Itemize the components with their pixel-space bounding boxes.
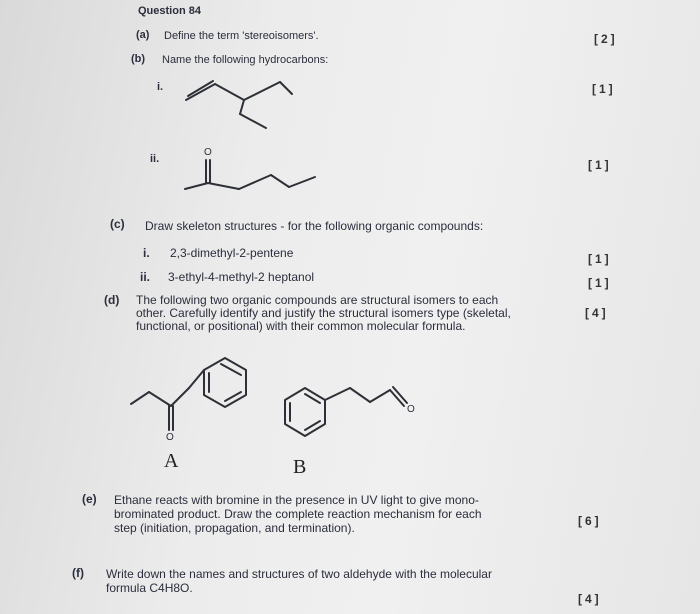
part-c-text: Draw skeleton structures - for the following organic compounds: bbox=[145, 219, 484, 233]
part-b-label: (b) bbox=[131, 53, 146, 65]
compound-b-structure bbox=[270, 380, 420, 460]
compound-a-label: A bbox=[164, 450, 179, 472]
compound-a-structure bbox=[125, 348, 260, 448]
part-e-label: (e) bbox=[82, 492, 97, 506]
part-a-marks: [2] bbox=[594, 32, 618, 46]
part-e-line-1: Ethane reacts with bromine in the presence in UV light to give mono- bbox=[114, 493, 479, 507]
part-c-i-num: i. bbox=[143, 246, 150, 260]
part-b-i-num: i. bbox=[157, 81, 164, 93]
part-f-marks: [4] bbox=[578, 592, 602, 606]
compound-b-oxygen: O bbox=[407, 404, 415, 415]
hydrocarbon-i-structure bbox=[180, 72, 310, 132]
part-b-i-marks: [1] bbox=[592, 82, 616, 96]
part-e-line-2: brominated product. Draw the complete reaction mechanism for each bbox=[114, 507, 482, 521]
compound-b-label: B bbox=[293, 456, 307, 478]
part-e-text bbox=[114, 493, 482, 535]
part-d-line-3: functional, or positional) with their common molecular formula. bbox=[136, 319, 466, 333]
part-f-line-2: formula C4H8O. bbox=[106, 581, 193, 595]
ketone-ii-structure bbox=[175, 155, 325, 200]
part-d-label: (d) bbox=[104, 293, 120, 307]
part-c-ii-marks: [1] bbox=[588, 276, 612, 290]
part-d-line-2: other. Carefully identify and justify the structural isomers type (skeletal, bbox=[136, 306, 511, 320]
part-c-ii-text: 3-ethyl-4-methyl-2 heptanol bbox=[168, 270, 315, 284]
part-f-line-1: Write down the names and structures of two aldehyde with the molecular bbox=[106, 567, 492, 581]
question-title: Question 84 bbox=[138, 5, 201, 17]
part-c-i-text: 2,3-dimethyl-2-pentene bbox=[170, 246, 294, 260]
ketone-oxygen-label: O bbox=[204, 147, 212, 158]
part-f-text bbox=[106, 567, 492, 595]
part-f-label: (f) bbox=[72, 566, 84, 580]
part-e-line-3: step (initiation, propagation, and termination). bbox=[114, 521, 355, 535]
part-c-i-marks: [1] bbox=[588, 252, 612, 266]
part-c-label: (c) bbox=[110, 217, 125, 231]
part-b-ii-num: ii. bbox=[150, 153, 160, 165]
part-c-ii-num: ii. bbox=[140, 270, 151, 284]
part-a-label: (a) bbox=[136, 29, 150, 41]
compound-a-oxygen: O bbox=[166, 432, 174, 443]
part-d-line-1: The following two organic compounds are structural isomers to each bbox=[136, 293, 499, 307]
part-e-marks: [6] bbox=[578, 514, 602, 528]
part-a-text: Define the term 'stereoisomers'. bbox=[164, 30, 319, 42]
part-b-ii-marks: [1] bbox=[588, 158, 612, 172]
part-d-text bbox=[136, 294, 511, 333]
part-d-marks: [4] bbox=[585, 306, 609, 320]
part-b-text: Name the following hydrocarbons: bbox=[162, 54, 329, 66]
